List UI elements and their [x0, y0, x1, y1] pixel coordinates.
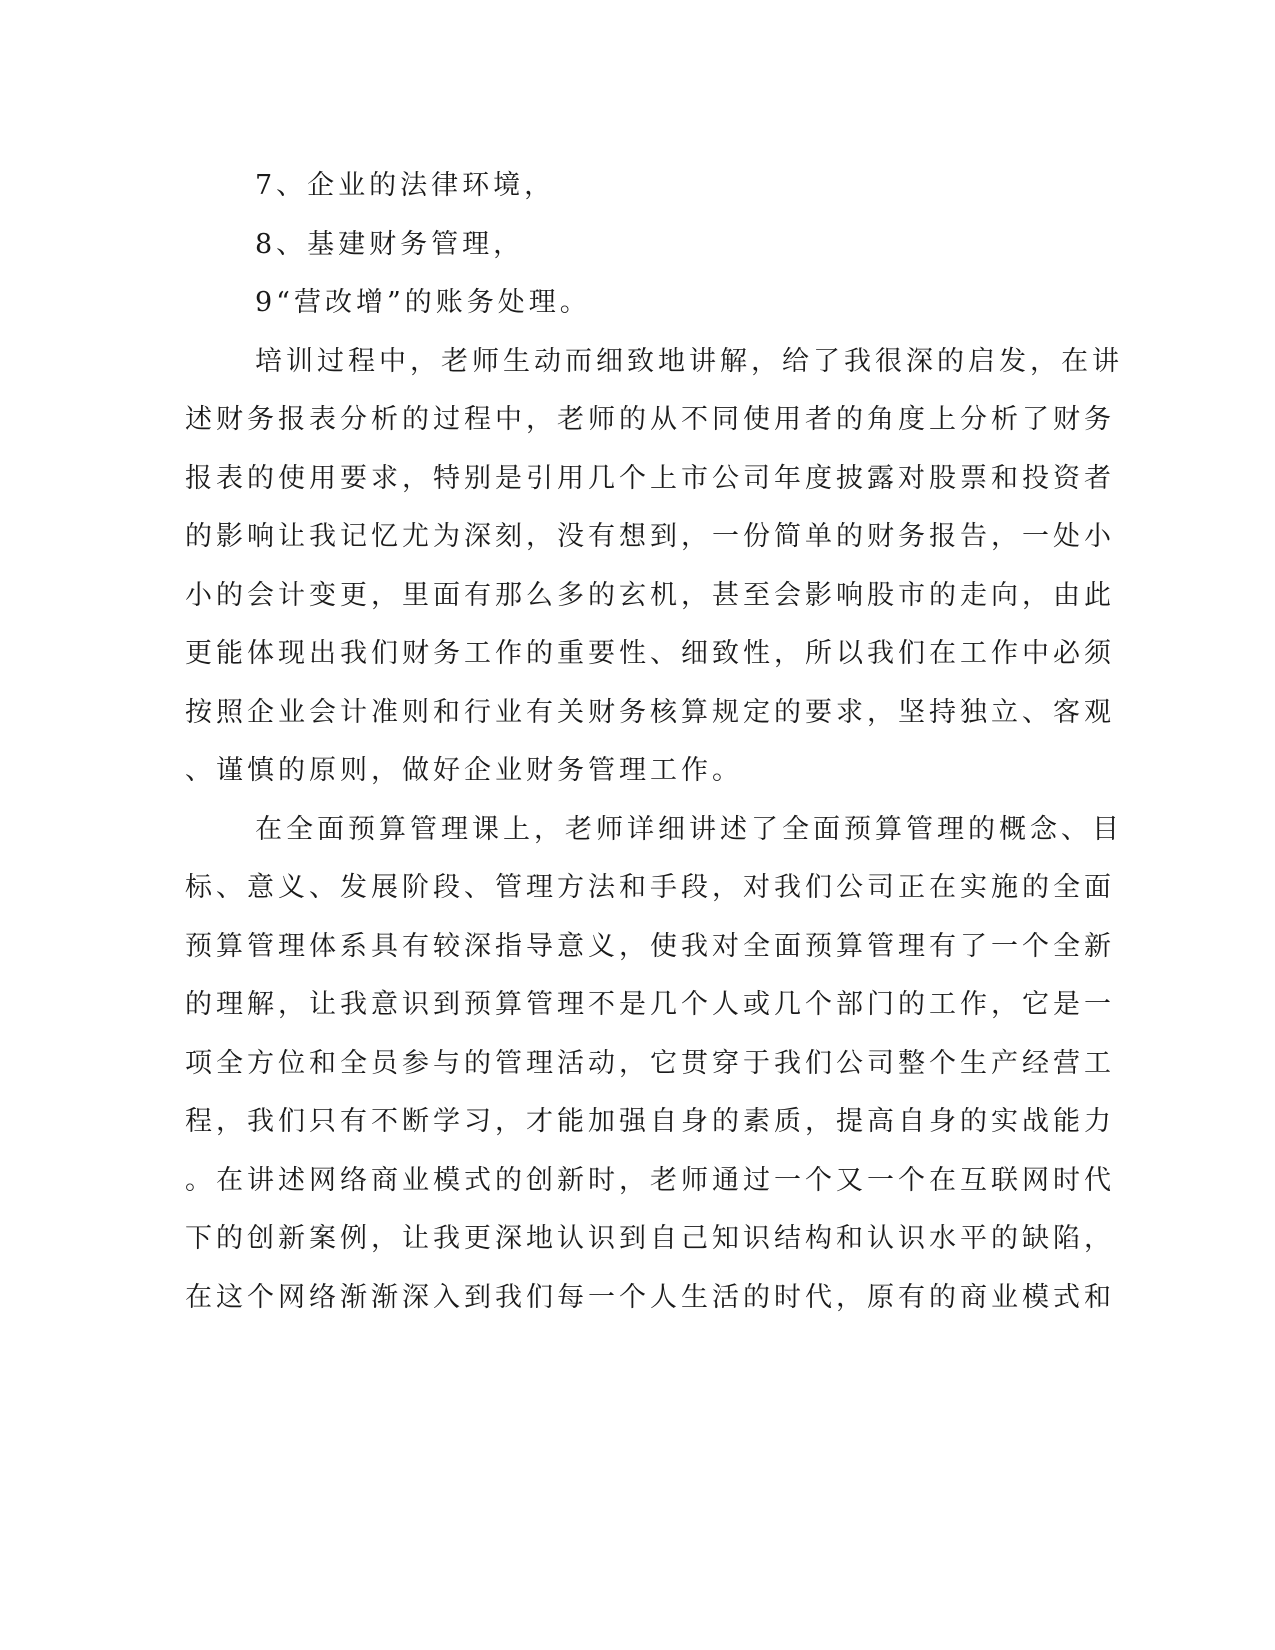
paragraph-line: 在这个网络渐渐深入到我们每一个人生活的时代，原有的商业模式和 — [185, 1281, 1115, 1313]
paragraph-line: 预算管理体系具有较深指导意义，使我对全面预算管理有了一个全新 — [185, 930, 1115, 962]
list-item-9: 9“营改增”的账务处理。 — [255, 287, 591, 318]
paragraph-line: 的理解，让我意识到预算管理不是几个人或几个部门的工作，它是一 — [185, 989, 1115, 1020]
paragraph-line: 培训过程中，老师生动而细致地讲解，给了我很深的启发，在讲 — [255, 345, 1123, 377]
list-item-7: 7、企业的法律环境， — [255, 170, 556, 201]
paragraph-line: 。在讲述网络商业模式的创新时，老师通过一个又一个在互联网时代 — [185, 1164, 1115, 1196]
paragraph-line: 下的创新案例，让我更深地认识到自己知识结构和认识水平的缺陷， — [185, 1223, 1115, 1254]
paragraph-line: 程，我们只有不断学习，才能加强自身的素质，提高自身的实战能力 — [185, 1106, 1115, 1137]
paragraph-line: 项全方位和全员参与的管理活动，它贯穿于我们公司整个生产经营工 — [185, 1047, 1115, 1079]
paragraph-line: 标、意义、发展阶段、管理方法和手段，对我们公司正在实施的全面 — [185, 872, 1115, 903]
paragraph-line: 、谨慎的原则，做好企业财务管理工作。 — [185, 755, 743, 786]
paragraph-line: 按照企业会计准则和行业有关财务核算规定的要求，坚持独立、客观 — [185, 696, 1115, 728]
paragraph-line: 更能体现出我们财务工作的重要性、细致性，所以我们在工作中必须 — [185, 638, 1115, 669]
list-item-8: 8、基建财务管理， — [255, 228, 525, 260]
body-text — [185, 157, 1123, 1327]
paragraph-line: 述财务报表分析的过程中，老师的从不同使用者的角度上分析了财务 — [185, 404, 1115, 435]
paragraph-line: 在全面预算管理课上，老师详细讲述了全面预算管理的概念、目 — [255, 813, 1123, 845]
paragraph-line: 报表的使用要求，特别是引用几个上市公司年度披露对股票和投资者 — [185, 462, 1115, 494]
paragraph-line: 小的会计变更，里面有那么多的玄机，甚至会影响股市的走向，由此 — [185, 579, 1115, 611]
paragraph-line: 的影响让我记忆尤为深刻，没有想到，一份简单的财务报告，一处小 — [185, 521, 1115, 552]
